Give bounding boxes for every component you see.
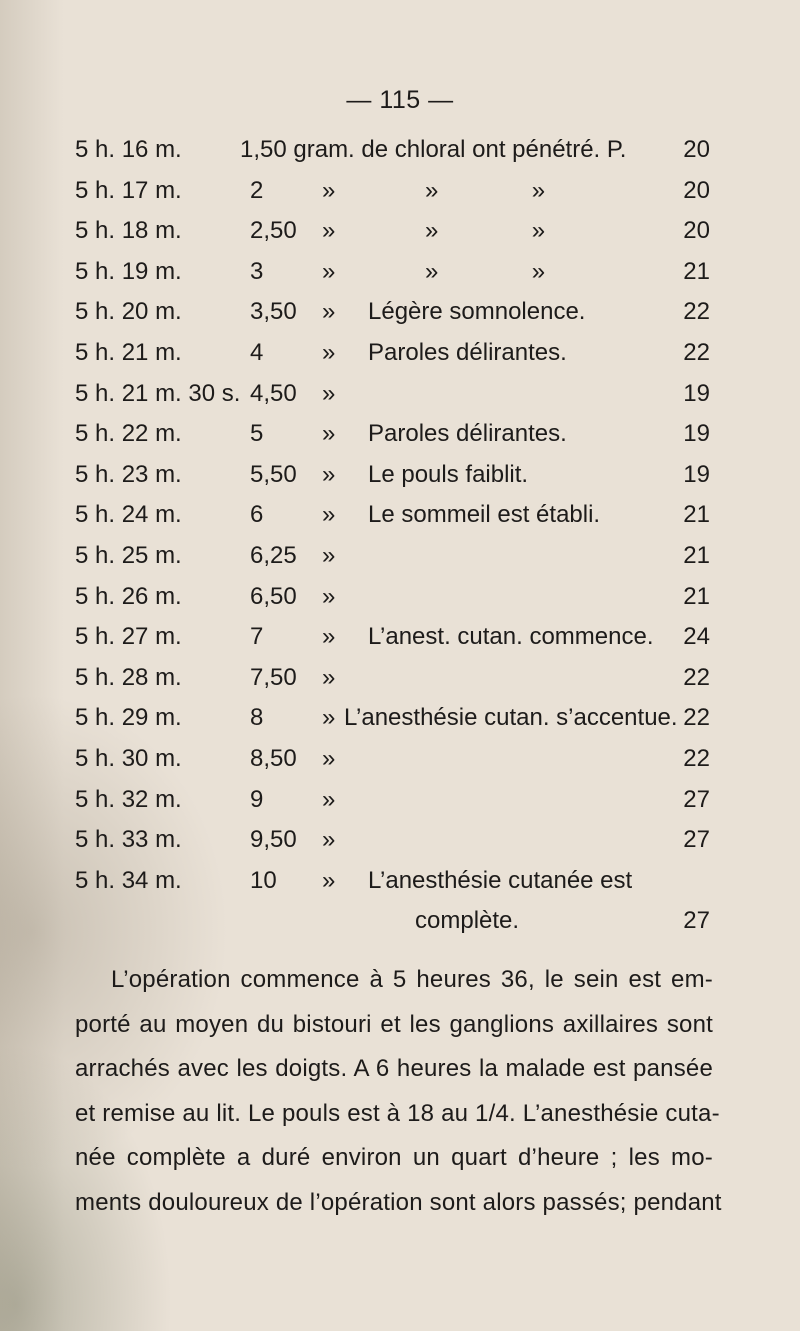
note-cell: Le sommeil est établi. [368,501,601,529]
ditto-mark: » [322,257,336,285]
table-row [0,744,800,785]
dose-cell: 6,25 [250,541,297,569]
ditto-mark: » [322,541,336,569]
table-row [0,866,800,907]
note-cell: L’anesthésie cutan. s’accentue. [344,704,678,732]
dose-cell: 9,50 [250,826,297,854]
note-cell: Le pouls faiblit. [368,460,529,488]
note-cell: » » [425,176,546,204]
time-cell: 5 h. 32 m. [75,785,182,813]
paragraph-line: et remise au lit. Le pouls est à 18 au 1/4. L’anesthésie cuta- [75,1099,720,1127]
table-row [0,500,800,541]
dose-cell: 2,50 [250,217,297,245]
time-cell: 5 h. 26 m. [75,582,182,610]
table-row [0,663,800,704]
ditto-mark: » [322,501,336,529]
time-cell: 5 h. 34 m. [75,866,182,894]
table-row [0,582,800,623]
table-row [0,297,800,338]
table-row [0,216,800,257]
note-cell: L’anest. cutan. commence. [368,623,654,651]
pulse-cell: 27 [683,826,710,854]
ditto-mark: » [322,420,336,448]
time-cell: 5 h. 20 m. [75,298,182,326]
ditto-mark: » [322,298,336,326]
time-cell: 5 h. 19 m. [75,257,182,285]
pulse-cell: 22 [683,663,710,691]
body-paragraph [75,958,722,1226]
paragraph-line: porté au moyen du bistouri et les ganglions axillaires sont [75,1010,713,1038]
table-row [0,460,800,501]
pulse-cell: 21 [683,501,710,529]
dose-cell: 3,50 [250,298,297,326]
pulse-cell: 20 [683,136,710,163]
pulse-cell: 19 [683,460,710,488]
time-cell: 5 h. 17 m. [75,176,182,204]
ditto-mark: » [322,866,336,894]
table-row [0,176,800,217]
table-row [0,338,800,379]
pulse-cell: 20 [683,176,710,204]
note-cell: Légère somnolence. [368,298,586,326]
dose-cell: 6 [250,501,264,529]
ditto-mark: » [322,217,336,245]
page-number: — 115 — [346,86,454,114]
table-row [0,419,800,460]
dose-cell: 8 [250,704,264,732]
dose-cell: 10 [250,866,277,894]
dose-cell: 2 [250,176,264,204]
ditto-mark: » [322,460,336,488]
time-cell: 5 h. 22 m. [75,420,182,448]
dose-cell: 9 [250,785,264,813]
time-cell: 5 h. 18 m. [75,217,182,245]
dose-cell: 3 [250,257,264,285]
ditto-mark: » [322,785,336,813]
table-row [0,622,800,663]
dose-cell: 4 [250,338,264,366]
dose-cell: 8,50 [250,744,297,772]
time-cell: 5 h. 25 m. [75,541,182,569]
time-cell: 5 h. 21 m. 30 s. [75,379,241,407]
pulse-cell: 22 [683,298,710,326]
pulse-cell: 19 [683,379,710,407]
time-cell: 5 h. 28 m. [75,663,182,691]
note-cell: » » [425,257,546,285]
dose-cell: 4,50 [250,379,297,407]
note-cell: complète. [415,907,520,935]
time-cell: 5 h. 24 m. [75,501,182,529]
dose-cell: 5 [250,420,264,448]
paragraph-line: née complète a duré environ un quart d’heure ; les mo- [75,1144,713,1172]
table-row [0,703,800,744]
paragraph-line: arrachés avec les doigts. A 6 heures la malade est pansée [75,1055,713,1083]
pulse-cell: 21 [683,257,710,285]
table-row [0,541,800,582]
note-cell: Paroles délirantes. [368,338,567,366]
pulse-cell: 27 [683,907,710,935]
ditto-mark: » [322,663,336,691]
note-cell: L’anesthésie cutanée est [368,866,633,894]
ditto-mark: » [322,582,336,610]
pulse-cell: 22 [683,704,710,732]
ditto-mark: » [322,338,336,366]
table-row [0,825,800,866]
chloral-log-table [0,135,800,946]
pulse-cell: 19 [683,420,710,448]
time-cell: 5 h. 33 m. [75,826,182,854]
dose-cell: 7 [250,623,264,651]
ditto-mark: » [322,623,336,651]
dose-cell: 7,50 [250,663,297,691]
pulse-cell: 24 [683,623,710,651]
paragraph-line: L’opération commence à 5 heures 36, le sein est em- [111,966,713,993]
pulse-cell: 20 [683,217,710,245]
dose-cell: 5,50 [250,460,297,488]
note-cell: Paroles délirantes. [368,420,567,448]
time-cell: 5 h. 29 m. [75,704,182,732]
ditto-mark: » [322,744,336,772]
time-cell: 5 h. 23 m. [75,460,182,488]
ditto-mark: » [322,826,336,854]
table-row [0,257,800,298]
time-cell: 5 h. 21 m. [75,338,182,366]
ditto-mark: » [322,176,336,204]
time-cell: 5 h. 16 m. [75,136,182,163]
dose-cell: 1,50 gram. de chloral ont pénétré. P. [240,136,627,163]
dose-cell: 6,50 [250,582,297,610]
note-cell: » » [425,217,546,245]
pulse-cell: 22 [683,744,710,772]
time-cell: 5 h. 30 m. [75,744,182,772]
pulse-cell: 27 [683,785,710,813]
pulse-cell: 21 [683,582,710,610]
table-row [0,379,800,420]
pulse-cell: 22 [683,338,710,366]
pulse-cell: 21 [683,541,710,569]
table-row-continuation [0,906,800,946]
time-cell: 5 h. 27 m. [75,623,182,651]
paragraph-line: ments douloureux de l’opération sont alors passés; pendant [75,1188,722,1216]
ditto-mark: » [322,704,336,732]
table-row [0,785,800,826]
table-row [0,135,800,176]
ditto-mark: » [322,379,336,407]
